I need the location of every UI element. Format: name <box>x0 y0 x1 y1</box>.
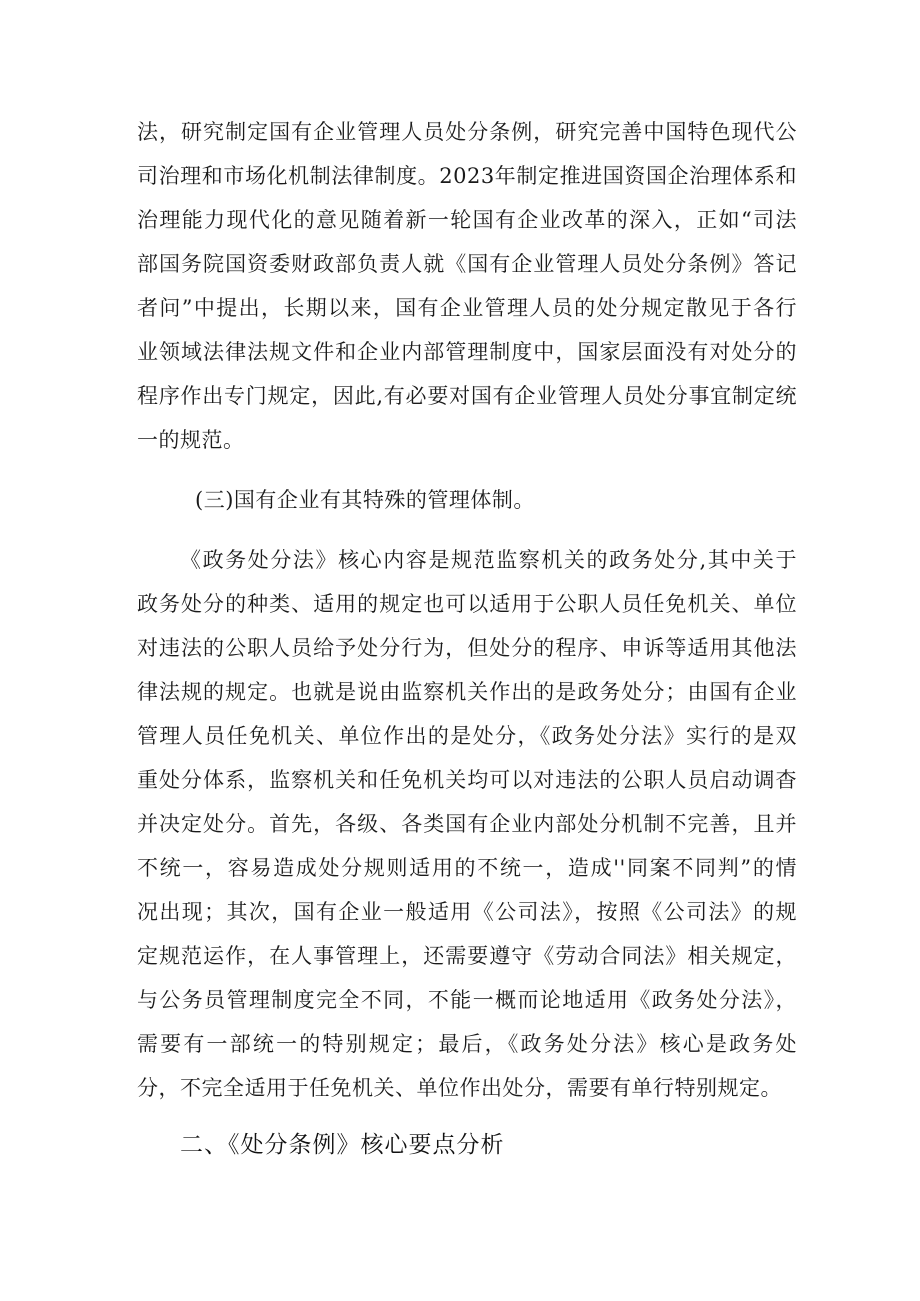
paragraph-line: 政务处分的种类、适用的规定也可以适用于公职人员任免机关、单位 <box>137 592 797 616</box>
paragraph-line: 况出现；其次，国有企业一般适用《公司法》，按照《公司法》的规 <box>137 900 797 924</box>
paragraph-line: 分，不完全适用于任免机关、单位作出处分，需要有单行特别规定。 <box>137 1076 782 1100</box>
section-subheading: (三)国有企业有其特殊的管理体制。 <box>195 488 535 512</box>
paragraph-line: 法，研究制定国有企业管理人员处分条例，研究完善中国特色现代公 <box>137 120 797 144</box>
paragraph-line: 程序作出专门规定，因此,有必要对国有企业管理人员处分事宜制定统 <box>137 384 797 408</box>
paragraph-line: 需要有一部统一的特别规定；最后，《政务处分法》核心是政务处 <box>137 1032 797 1056</box>
paragraph-line: 定规范运作，在人事管理上，还需要遵守《劳动合同法》相关规定， <box>137 944 797 968</box>
paragraph-line: 治理能力现代化的意见随着新一轮国有企业改革的深入，正如“司法 <box>137 208 797 232</box>
paragraph-line: 管理人员任免机关、单位作出的是处分，《政务处分法》实行的是双 <box>137 724 797 748</box>
paragraph-line: 不统一，容易造成处分规则适用的不统一，造成''同案不同判”的情 <box>137 856 797 880</box>
paragraph-line: 《政务处分法》核心内容是规范监察机关的政务处分,其中关于 <box>180 548 797 572</box>
paragraph-line: 者问”中提出，长期以来，国有企业管理人员的处分规定散见于各行 <box>137 296 797 320</box>
section-heading: 二、《处分条例》核心要点分析 <box>180 1132 505 1158</box>
paragraph-line: 并决定处分。首先，各级、各类国有企业内部处分机制不完善，且并 <box>137 812 797 836</box>
paragraph-line: 对违法的公职人员给予处分行为，但处分的程序、申诉等适用其他法 <box>137 636 797 660</box>
paragraph-line: 司治理和市场化机制法律制度。2023年制定推进国资国企治理体系和 <box>137 164 797 188</box>
paragraph-line: 重处分体系，监察机关和任免机关均可以对违法的公职人员启动调杳 <box>137 768 797 792</box>
paragraph-line: 与公务员管理制度完全不同，不能一概而论地适用《政务处分法》， <box>137 988 797 1012</box>
paragraph-line: 一的规范。 <box>137 428 245 452</box>
paragraph-line: 部国务院国资委财政部负责人就《国有企业管理人员处分条例》答记 <box>137 252 797 276</box>
paragraph-line: 业领域法律法规文件和企业内部管理制度中，国家层面没有对处分的 <box>137 340 797 364</box>
paragraph-line: 律法规的规定。也就是说由监察机关作出的是政务处分；由国有企业 <box>137 680 797 704</box>
